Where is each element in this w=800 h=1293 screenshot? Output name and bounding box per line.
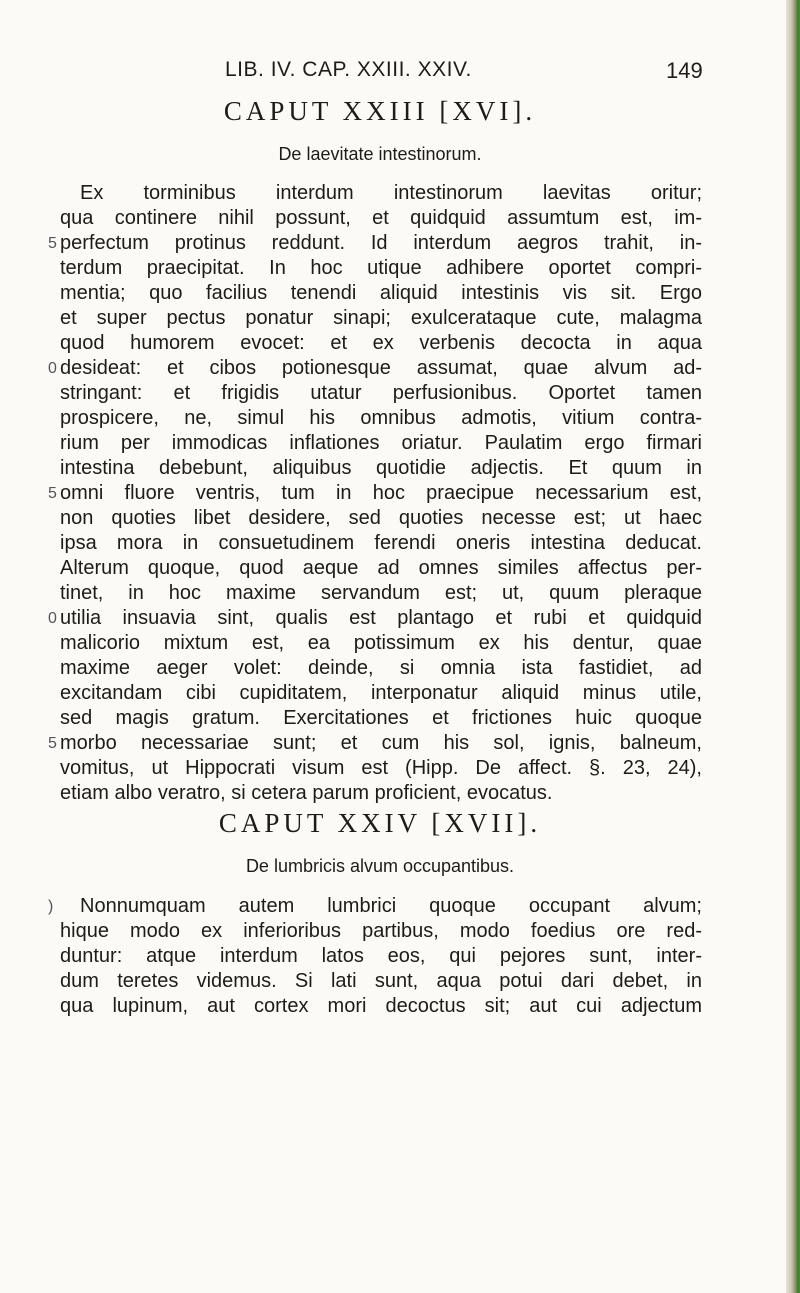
line-text: Alterum quoque, quod aeque ad omnes similes affectus per- bbox=[60, 557, 702, 579]
text-line bbox=[60, 581, 702, 606]
page-edge-strip bbox=[786, 0, 800, 1293]
text-line bbox=[48, 356, 702, 381]
text-line bbox=[48, 894, 702, 919]
text-line bbox=[48, 481, 702, 506]
line-text: excitandam cibi cupiditatem, interponatur aliquid minus utile, bbox=[60, 682, 702, 704]
line-text: quod humorem evocet: et ex verbenis decocta in aqua bbox=[60, 332, 702, 354]
line-text: et super pectus ponatur sinapi; exulcerataque cute, malagma bbox=[60, 307, 702, 329]
line-text: dum teretes videmus. Si lati sunt, aqua potui dari debet, in bbox=[60, 970, 702, 992]
line-text: morbo necessariae sunt; et cum his sol, ignis, balneum, bbox=[60, 732, 702, 754]
text-line bbox=[60, 306, 702, 331]
text-line bbox=[60, 281, 702, 306]
line-number-marker: 5 bbox=[48, 485, 57, 502]
line-text: terdum praecipitat. In hoc utique adhibere oportet compri- bbox=[60, 257, 702, 279]
chapter-24-subtitle: De lumbricis alvum occupantibus. bbox=[245, 856, 515, 876]
text-line bbox=[48, 606, 702, 631]
chapter-23-text bbox=[48, 181, 702, 806]
line-text: tinet, in hoc maxime servandum est; ut, quum pleraque bbox=[60, 582, 702, 604]
line-text: hique modo ex inferioribus partibus, modo foedius ore red- bbox=[60, 920, 702, 942]
running-head-title: LIB. IV. CAP. XXIII. XXIV. bbox=[225, 58, 472, 81]
line-text: omni fluore ventris, tum in hoc praecipue necessarium est, bbox=[60, 482, 702, 504]
line-number-marker: ) bbox=[48, 898, 54, 915]
text-line bbox=[60, 944, 702, 969]
line-text: duntur: atque interdum latos eos, qui pejores sunt, inter- bbox=[60, 945, 702, 967]
chapter-23-subtitle: De laevitate intestinorum. bbox=[278, 144, 482, 164]
line-text: malicorio mixtum est, ea potissimum ex his dentur, quae bbox=[60, 632, 702, 654]
text-line bbox=[60, 331, 702, 356]
running-head bbox=[0, 58, 800, 88]
text-line bbox=[60, 506, 702, 531]
line-number-marker: 0 bbox=[48, 610, 57, 627]
text-line bbox=[48, 231, 702, 256]
text-line bbox=[60, 181, 702, 206]
text-line bbox=[60, 681, 702, 706]
line-text: ipsa mora in consuetudinem ferendi oneris intestina deducat. bbox=[60, 532, 702, 554]
line-text: sed magis gratum. Exercitationes et frictiones huic quoque bbox=[60, 707, 702, 729]
line-text: prospicere, ne, simul his omnibus admotis, vitium contra- bbox=[60, 407, 702, 429]
line-text: utilia insuavia sint, qualis est plantago et rubi et quidquid bbox=[60, 607, 702, 629]
text-line bbox=[60, 706, 702, 731]
chapter-24-heading: CAPUT XXIV [XVII]. bbox=[218, 808, 542, 838]
text-line bbox=[60, 206, 702, 231]
text-line bbox=[60, 531, 702, 556]
line-text: Nonnumquam autem lumbrici quoque occupant alvum; bbox=[80, 895, 702, 917]
text-line bbox=[60, 656, 702, 681]
text-line bbox=[60, 969, 702, 994]
line-text: desideat: et cibos potionesque assumat, quae alvum ad- bbox=[60, 357, 702, 379]
line-text: etiam albo veratro, si cetera parum proficient, evocatus. bbox=[60, 782, 553, 804]
line-number-marker: 0 bbox=[48, 360, 57, 377]
text-line bbox=[60, 631, 702, 656]
text-line bbox=[60, 781, 702, 806]
text-line bbox=[60, 406, 702, 431]
chapter-24-text bbox=[48, 894, 702, 1019]
line-number-marker: 5 bbox=[48, 235, 57, 252]
line-text: qua lupinum, aut cortex mori decoctus sit; aut cui adjectum bbox=[60, 995, 702, 1017]
line-text: Ex torminibus interdum intestinorum laevitas oritur; bbox=[80, 182, 702, 204]
line-text: rium per immodicas inflationes oriatur. Paulatim ergo firmari bbox=[60, 432, 702, 454]
line-number-marker: 5 bbox=[48, 735, 57, 752]
chapter-23-heading: CAPUT XXIII [XVI]. bbox=[223, 96, 537, 126]
line-text: vomitus, ut Hippocrati visum est (Hipp. De affect. §. 23, 24), bbox=[60, 757, 702, 779]
line-text: stringant: et frigidis utatur perfusionibus. Oportet tamen bbox=[60, 382, 702, 404]
line-text: maxime aeger volet: deinde, si omnia ista fastidiet, ad bbox=[60, 657, 702, 679]
text-line bbox=[48, 731, 702, 756]
text-line bbox=[60, 456, 702, 481]
line-text: non quoties libet desidere, sed quoties necesse est; ut haec bbox=[60, 507, 702, 529]
page-number: 149 bbox=[666, 58, 703, 83]
line-text: intestina debebunt, aliquibus quotidie adjectis. Et quum in bbox=[60, 457, 702, 479]
text-line bbox=[60, 556, 702, 581]
text-line bbox=[60, 381, 702, 406]
line-text: perfectum protinus reddunt. Id interdum aegros trahit, in- bbox=[60, 232, 702, 254]
line-text: qua continere nihil possunt, et quidquid assumtum est, im- bbox=[60, 207, 702, 229]
text-line bbox=[60, 431, 702, 456]
text-line bbox=[60, 256, 702, 281]
text-line bbox=[60, 919, 702, 944]
text-line bbox=[60, 994, 702, 1019]
text-line bbox=[60, 756, 702, 781]
line-text: mentia; quo facilius tenendi aliquid intestinis vis sit. Ergo bbox=[60, 282, 702, 304]
